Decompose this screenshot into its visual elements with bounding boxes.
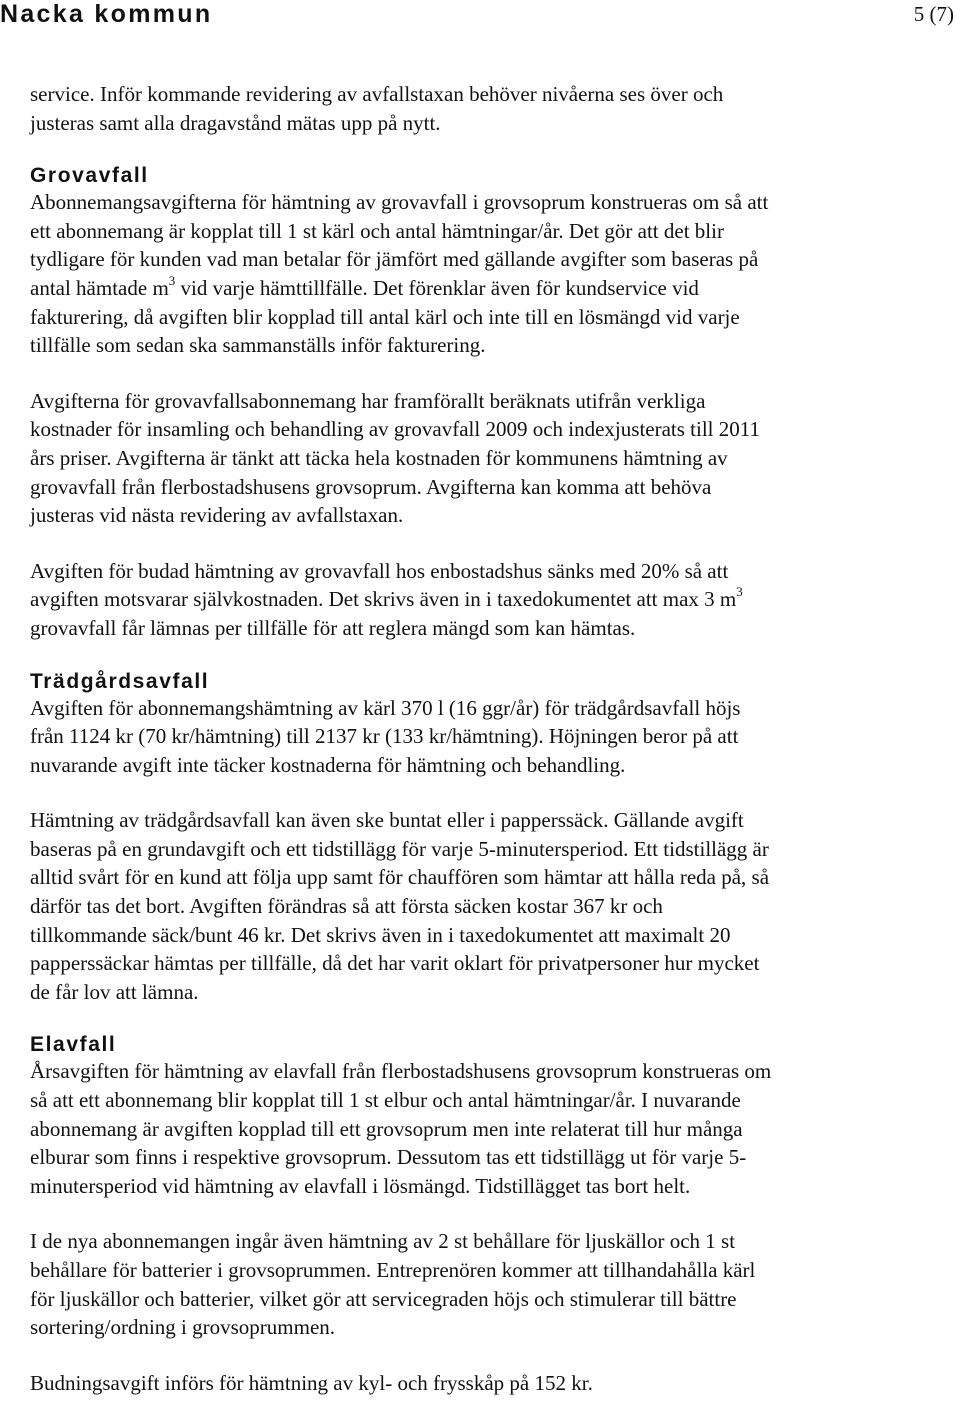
text-line-with-superscript: avgiften motsvarar självkostnaden. Det skrivs även in i taxedokumentet att max 3 $m^3$ (30, 584, 743, 612)
text-line: Budningsavgift införs för hämtning av kyl- och frysskåp på 152 kr. (30, 1370, 593, 1395)
text-line: tillkommande säck/bunt 46 kr. Det skrivs även in i taxedokumentet att maximalt 20 (30, 922, 731, 947)
paragraph-tradgardsavfall-fee (30, 694, 930, 780)
text-line: de får lov att lämna. (30, 979, 199, 1004)
text-line: Avgiften för abonnemangshämtning av kärl 370 l (16 ggr/år) för trädgårdsavfall höjs (30, 695, 741, 720)
text-line: grovavfall får lämnas per tillfälle för att reglera mängd som kan hämtas. (30, 615, 636, 640)
section-heading-grovavfall: Grovavfall (30, 164, 149, 188)
paragraph-grovavfall-subscription (30, 188, 930, 360)
text-line: års priser. Avgifterna är tänkt att täcka hela kostnaden för kommunens hämtning av (30, 445, 728, 470)
text-line-with-superscript: antal hämtade $m^3$ vid varje hämttillfälle. Det förenklar även för kundservice vid (30, 272, 699, 300)
text-line: för ljuskällor och batterier, vilket gör att servicegraden höjs och stimulerar till bättre (30, 1286, 737, 1311)
text-line: Avgifterna för grovavfallsabonnemang har framförallt beräknats utifrån verkliga (30, 388, 706, 413)
text-line: justeras vid nästa revidering av avfallstaxan. (30, 503, 404, 528)
text-line: från 1124 kr (70 kr/hämtning) till 2137 kr (133 kr/hämtning). Höjningen beror på att (30, 724, 739, 749)
paragraph-grovavfall-costs (30, 387, 930, 530)
text-line: grovavfall från flerbostadshusens grovsoprum. Avgifterna kan komma att behöva (30, 474, 712, 499)
text-line: nuvarande avgift inte täcker kostnaderna för hämtning och behandling. (30, 752, 626, 777)
text-line: fakturering, då avgiften blir kopplad till antal kärl och inte till en lösmängd vid varje (30, 304, 740, 329)
paragraph-elavfall-budning (30, 1369, 930, 1398)
text-line: Abonnemangsavgifterna för hämtning av grovavfall i grovsoprum konstrueras om så att (30, 190, 769, 215)
paragraph-elavfall-annual-fee (30, 1057, 930, 1200)
paragraph-elavfall-containers (30, 1227, 930, 1341)
text-line: ett abonnemang är kopplat till 1 st kärl och antal hämtningar/år. Det gör att det blir (30, 218, 724, 243)
text-line: abonnemang är avgiften kopplad till ett grovsoprum men inte relaterat till hur många (30, 1116, 743, 1141)
section-heading-elavfall: Elavfall (30, 1033, 117, 1057)
text-line: elburar som finns i respektive grovsoprum. Dessutom tas ett tidstillägg ut för varje 5- (30, 1145, 747, 1170)
text-line: Hämtning av trädgårdsavfall kan även ske buntat eller i papperssäck. Gällande avgift (30, 808, 744, 833)
text-line: I de nya abonnemangen ingår även hämtning av 2 st behållare för ljuskällor och 1 st (30, 1229, 736, 1254)
text-line: så att ett abonnemang blir kopplat till 1 st elbur och antal hämtningar/år. I nuvarande (30, 1088, 741, 1113)
paragraph-grovavfall-budad (30, 557, 930, 643)
text-line: kostnader för insamling och behandling av grovavfall 2009 och indexjusterats till 2011 (30, 417, 760, 442)
page-number: 5 (7) (913, 2, 954, 26)
text-line: sortering/ordning i grovsoprummen. (30, 1315, 336, 1340)
text-line: därför tas det bort. Avgiften förändras så att första säcken kostar 367 kr och (30, 894, 663, 919)
section-heading-tradgardsavfall: Trädgårdsavfall (30, 669, 210, 693)
text-line: service. Inför kommande revidering av avfallstaxan behöver nivåerna ses över och (30, 82, 724, 106)
text-line: alltid svårt för en kund att följa upp samt för chauffören som hämtar att hålla reda på, så (30, 865, 770, 890)
text-line: Årsavgiften för hämtning av elavfall från flerbostadshusens grovsoprum konstrueras om (30, 1059, 772, 1084)
text-line: baseras på en grundavgift och ett tidstillägg för varje 5-minutersperiod. Ett tidstillägg är (30, 836, 769, 861)
page-header (0, 0, 960, 36)
text-line: behållare för batterier i grovsoprummen. Entreprenören kommer att tillhandahålla kärl (30, 1258, 756, 1282)
text-line: papperssäckar hämtas per tillfälle, då det har varit oklart för privatpersoner hur mycket (30, 951, 760, 976)
text-line: minutersperiod vid hämtning av elavfall i lösmängd. Tidstillägget tas bort helt. (30, 1173, 691, 1198)
document-body (30, 80, 930, 1397)
paragraph-intro (30, 80, 930, 137)
text-line: tydligare för kunden vad man betalar för jämfört med gällande avgifter som baseras på (30, 247, 759, 272)
text-line: tillfälle som sedan ska sammanställs inför fakturering. (30, 333, 486, 358)
organization-name: Nacka kommun (0, 0, 213, 28)
text-line: justeras samt alla dragavstånd mätas upp på nytt. (30, 110, 441, 135)
text-line: Avgiften för budad hämtning av grovavfall hos enbostadshus sänks med 20% så att (30, 558, 729, 583)
paragraph-tradgardsavfall-bundles (30, 806, 930, 1006)
